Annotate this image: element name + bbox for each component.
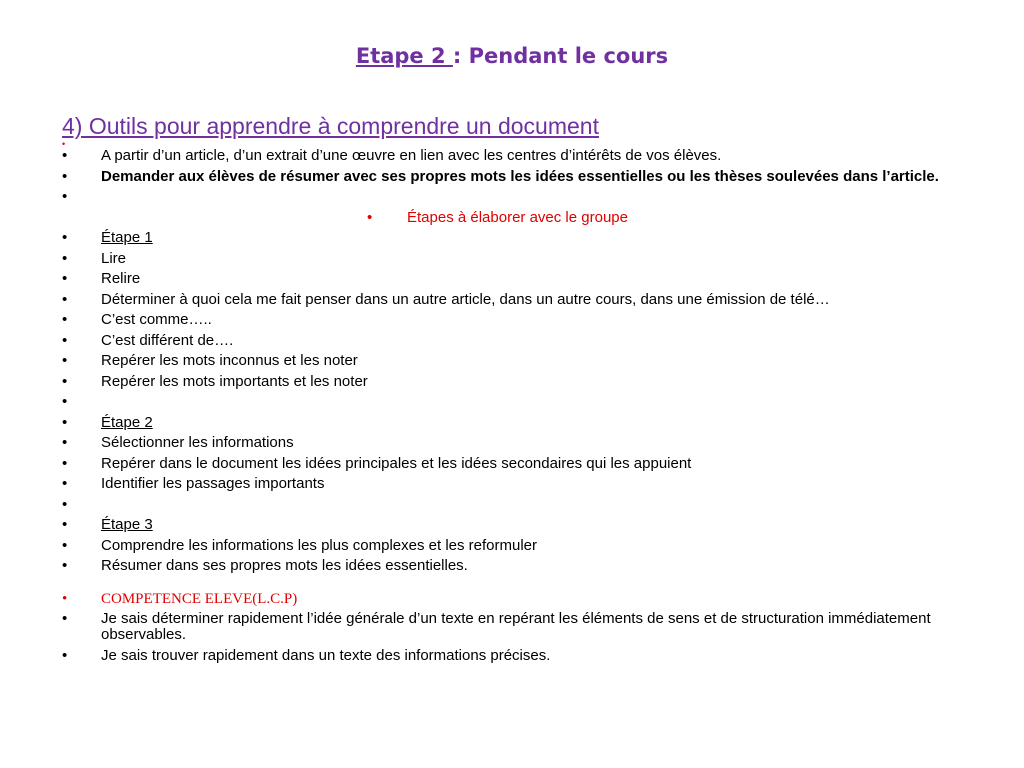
list-item bbox=[0, 591, 1024, 607]
list-item bbox=[0, 312, 1024, 328]
bullet-marker: • bbox=[62, 610, 68, 627]
bullet-marker: • bbox=[62, 413, 68, 431]
list-item-text: Repérer les mots inconnus et les noter bbox=[101, 352, 358, 369]
list-item-text: Je sais trouver rapidement dans un texte des informations précises. bbox=[101, 646, 551, 664]
bullet-marker: • bbox=[62, 352, 68, 369]
bullet-marker: • bbox=[62, 434, 68, 451]
bullet-marker: • bbox=[62, 139, 66, 149]
list-item bbox=[0, 271, 1024, 287]
list-item-text: Repérer dans le document les idées principales et les idées secondaires qui les appuient bbox=[101, 454, 692, 472]
list-item bbox=[0, 538, 1024, 554]
list-item bbox=[0, 435, 1024, 451]
bullet-marker: • bbox=[62, 516, 68, 533]
list-item-text: Demander aux élèves de résumer avec ses propres mots les idées essentielles ou les thèses soulevées dans l’article. bbox=[101, 167, 939, 185]
list-item bbox=[0, 169, 1024, 185]
competence-heading: COMPETENCE ELEVE(L.C.P) bbox=[101, 590, 298, 607]
list-item bbox=[0, 333, 1024, 349]
list-item bbox=[0, 648, 1024, 664]
bullet-marker: • bbox=[62, 393, 68, 410]
bullet-marker: • bbox=[62, 495, 68, 513]
bullet-marker: • bbox=[62, 290, 68, 308]
list-item-text: Identifier les passages importants bbox=[101, 475, 325, 492]
bullet-marker: • bbox=[62, 270, 68, 287]
bullet-marker: • bbox=[62, 147, 68, 164]
bullet-marker: • bbox=[367, 208, 373, 226]
list-item bbox=[0, 456, 1024, 472]
list-item bbox=[0, 139, 1024, 149]
list-item bbox=[0, 230, 1024, 246]
bullet-marker: • bbox=[62, 249, 68, 267]
list-item bbox=[0, 497, 1024, 513]
bullet-marker: • bbox=[62, 229, 68, 246]
list-item-text: Étape 3 bbox=[101, 516, 153, 533]
bullet-marker: • bbox=[62, 311, 68, 328]
bullet-marker: • bbox=[62, 536, 68, 554]
list-item-text: Repérer les mots importants et les noter bbox=[101, 372, 368, 390]
list-item bbox=[0, 415, 1024, 431]
section-heading: 4) Outils pour apprendre à comprendre un document bbox=[62, 113, 599, 139]
list-item bbox=[0, 353, 1024, 369]
list-item bbox=[0, 292, 1024, 308]
list-item bbox=[0, 251, 1024, 267]
list-item bbox=[0, 558, 1024, 574]
list-item bbox=[0, 210, 1024, 226]
list-item-text: C’est différent de…. bbox=[101, 331, 234, 349]
slide-title-underlined: Etape 2 bbox=[355, 44, 453, 68]
bullet-marker: • bbox=[62, 331, 68, 349]
list-item-text: Étape 1 bbox=[101, 229, 153, 246]
list-item-text: C’est comme….. bbox=[101, 311, 212, 328]
bullet-marker: • bbox=[62, 557, 68, 574]
bullet-marker: • bbox=[62, 475, 68, 492]
list-item-text: Résumer dans ses propres mots les idées essentielles. bbox=[101, 557, 468, 574]
list-item-text: Étapes à élaborer avec le groupe bbox=[407, 208, 628, 226]
slide-title-rest: : Pendant le cours bbox=[452, 44, 669, 68]
list-item bbox=[0, 148, 1024, 164]
list-item-text: Comprendre les informations les plus complexes et les reformuler bbox=[101, 536, 538, 554]
list-item-text: A partir d’un article, d’un extrait d’une œuvre en lien avec les centres d’intérêts de vos élèves. bbox=[101, 147, 722, 164]
list-item-text: Déterminer à quoi cela me fait penser dans un autre article, dans un autre cours, dans une émission de télé… bbox=[101, 290, 830, 308]
list-item bbox=[0, 374, 1024, 390]
list-item bbox=[0, 517, 1024, 533]
list-item-text: Étape 2 bbox=[101, 413, 153, 431]
slide-title bbox=[0, 44, 1024, 68]
bullet-marker: • bbox=[62, 590, 68, 607]
list-item bbox=[0, 394, 1024, 410]
list-item-text: Relire bbox=[101, 270, 141, 287]
list-item bbox=[0, 476, 1024, 492]
list-item bbox=[0, 189, 1024, 205]
bullet-marker: • bbox=[62, 646, 68, 664]
list-item-text: Lire bbox=[101, 249, 127, 267]
list-item-text: Je sais déterminer rapidement l’idée générale d’un texte en repérant les éléments de sens et de structuration immédiatement observables. bbox=[101, 610, 931, 643]
bullet-marker: • bbox=[62, 188, 68, 205]
bullet-marker: • bbox=[62, 372, 68, 390]
list-item-text: Sélectionner les informations bbox=[101, 434, 294, 451]
bullet-marker: • bbox=[62, 454, 68, 472]
spacer bbox=[0, 579, 1024, 591]
bullet-list bbox=[0, 140, 1024, 668]
list-item bbox=[0, 611, 1024, 643]
bullet-marker: • bbox=[62, 167, 68, 185]
